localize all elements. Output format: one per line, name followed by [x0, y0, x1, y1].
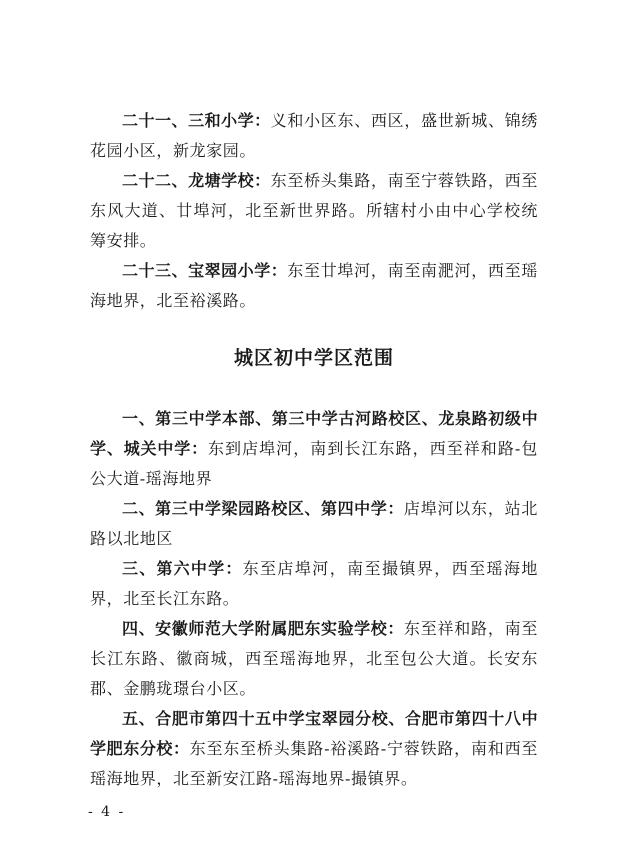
paragraph-school-22	[90, 166, 538, 256]
school-name: 三、第六中学：	[122, 559, 243, 578]
district-text: 东至桥头集路，南至宁蓉铁路，西至东风大道、廿埠河，北至新世界路。所辖村小由中心学校统筹安排。	[90, 171, 538, 250]
paragraph-middle-1	[90, 404, 538, 494]
school-name: 二十三、宝翠园小学：	[122, 261, 288, 280]
paragraph-school-21	[90, 106, 538, 166]
school-name: 一、第三中学本部、第三中学古河路校区、龙泉路初级中学、城关中学：	[90, 409, 538, 458]
district-text: 东到店埠河，南到长江东路，西至祥和路-包公大道-瑶海地界	[90, 439, 538, 488]
section-heading: 城区初中学区范围	[233, 347, 394, 369]
district-text: 义和小区东、西区，盛世新城、锦绣花园小区，新龙家园。	[90, 111, 538, 160]
district-text: 东至东至桥头集路-裕溪路-宁蓉铁路，南和西至瑶海地界，北至新安江路-瑶海地界-撮镇界。	[90, 739, 538, 788]
school-name: 二十二、龙塘学校：	[122, 171, 271, 190]
district-text: 东至祥和路，南至长江东路、徽商城，西至瑶海地界，北至包公大道。长安东郡、金鹏珑璟台小区。	[90, 619, 538, 698]
district-text: 东至廿埠河，南至南淝河，西至瑶海地界，北至裕溪路。	[90, 261, 538, 310]
page-number: - 4 -	[88, 804, 126, 820]
school-name: 二、第三中学梁园路校区、第四中学：	[122, 499, 404, 518]
paragraph-middle-2	[90, 494, 538, 554]
paragraph-middle-3	[90, 554, 538, 614]
paragraph-school-23	[90, 256, 538, 316]
paragraph-middle-4	[90, 614, 538, 704]
school-name: 五、合肥市第四十五中学宝翠园分校、合肥市第四十八中学肥东分校：	[90, 709, 538, 758]
district-text: 东至店埠河，南至撮镇界，西至瑶海地界，北至长江东路。	[90, 559, 538, 608]
paragraph-middle-5	[90, 704, 538, 794]
school-name: 四、安徽师范大学附属肥东实验学校：	[122, 619, 404, 638]
district-text: 店埠河以东，站北路以北地区	[90, 499, 538, 548]
school-name: 二十一、三和小学：	[122, 111, 271, 130]
